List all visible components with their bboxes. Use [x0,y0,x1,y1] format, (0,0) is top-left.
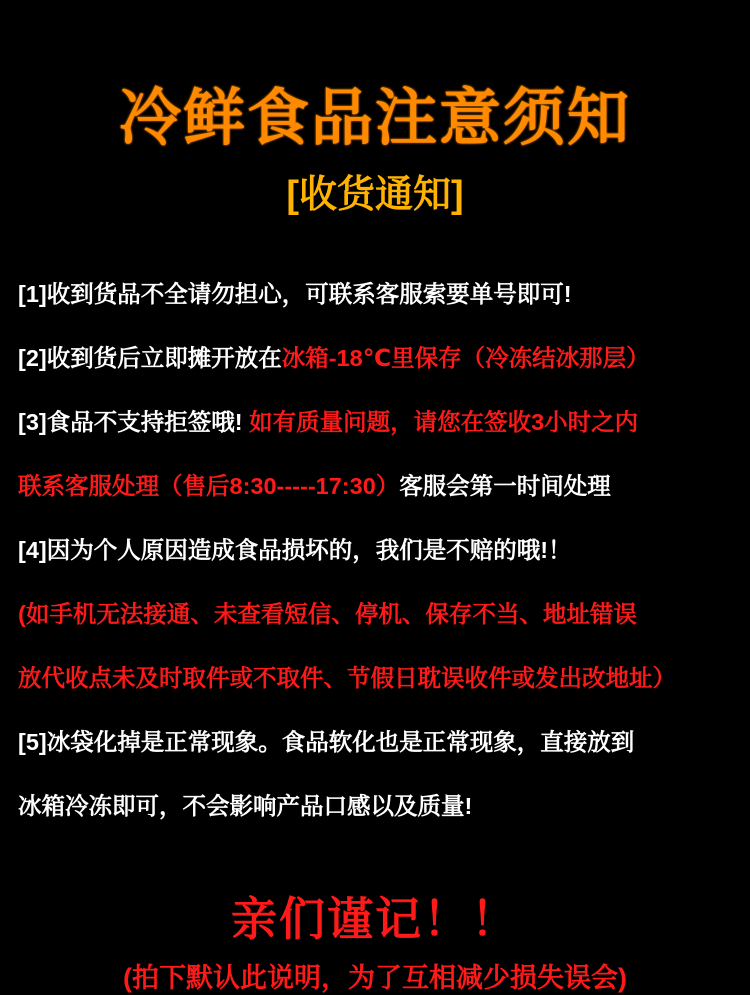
notice-item-4-cont-2-text: 放代收点未及时取件或不取件、节假日耽误收件或发出改地址） [18,664,676,691]
notice-item-3-text-b: 如有质量问题，请您在签收3小时之内 [242,409,639,436]
notice-item-5-cont [18,786,732,826]
notice-item-2-text-b: 冰箱-18℃里保存（冷冻结冰那层） [281,345,650,372]
notice-item-5 [18,722,732,762]
notice-item-3 [18,402,732,442]
notice-item-3-text-a: [3]食品不支持拒签哦! [18,409,243,436]
notice-item-2 [18,338,732,378]
notice-item-1-text: [1]收到货品不全请勿担心，可联系客服索要单号即可! [18,281,572,308]
notice-item-5-text: [5]冰袋化掉是正常现象。食品软化也是正常现象，直接放到 [18,728,635,755]
notice-item-4-text: [4]因为个人原因造成食品损坏的，我们是不赔的哦!！ [18,537,572,564]
notice-item-4-cont-1-text: (如手机无法接通、未查看短信、停机、保存不当、地址错误 [18,600,637,627]
notice-item-4-cont-1 [18,594,732,634]
footer-note: (拍下默认此说明，为了互相减少损失误会) [123,963,627,994]
notice-item-4-cont-2 [18,658,732,698]
notice-item-3-cont [18,466,732,506]
poster-title: 冷鲜食品注意须知 [118,84,631,153]
notice-list [0,217,750,826]
notice-item-1 [18,274,732,314]
notice-item-2-text-a: [2]收到货后立即摊开放在 [18,345,282,372]
notice-item-3-cont-text-a: 联系客服处理（售后8:30-----17:30） [18,473,400,500]
notice-item-4 [18,530,732,570]
footer-headline: 亲们谨记！！ [231,892,519,945]
notice-item-5-cont-text: 冰箱冷冻即可，不会影响产品口感以及质量! [18,792,473,819]
poster-subtitle: [收货通知] [286,174,464,217]
notice-item-3-cont-text-b: 客服会第一时间处理 [399,473,611,500]
